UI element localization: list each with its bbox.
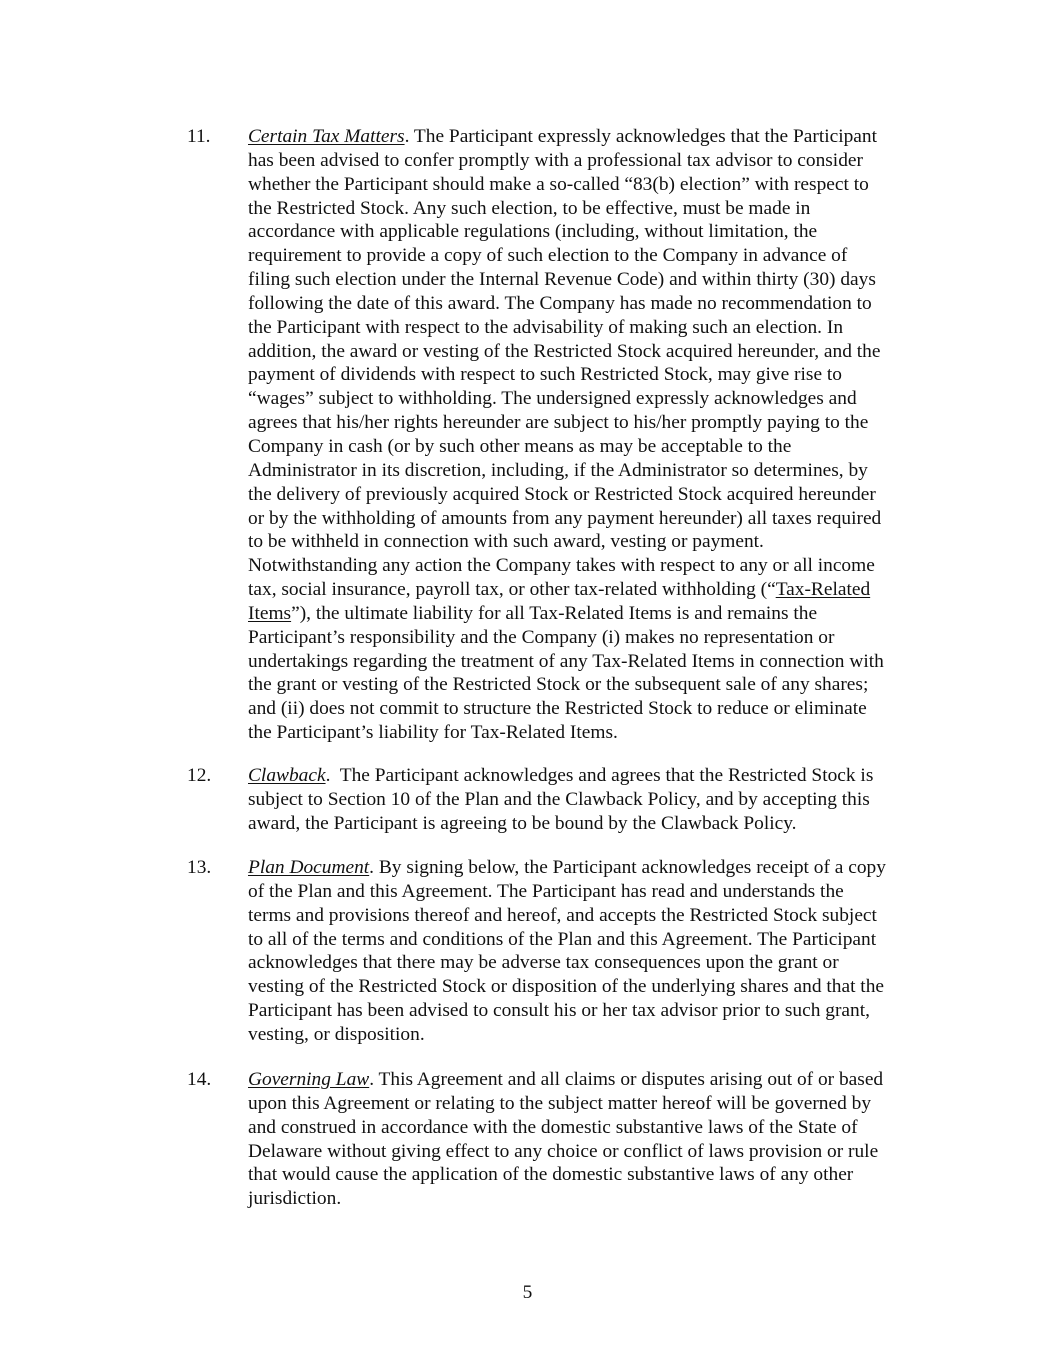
section-line: following the date of this award. The Company has made no recommendation to: [248, 292, 872, 314]
section-body: [248, 125, 932, 745]
section-line: award, the Participant is agreeing to be bound by the Clawback Policy.: [248, 812, 797, 834]
section-line: Certain Tax Matters. The Participant expressly acknowledges that the Participant: [248, 126, 877, 147]
section-line: the Participant’s liability for Tax-Related Items.: [248, 722, 618, 744]
section-number: 13.: [187, 857, 212, 878]
section-line: the delivery of previously acquired Stock or Restricted Stock acquired hereunder: [248, 483, 876, 505]
section-heading: Clawback: [248, 765, 326, 786]
section-line: upon this Agreement or relating to the subject matter hereof will be governed by: [248, 1092, 872, 1114]
section-line: filing such election under the Internal Revenue Code) and within thirty (30) days: [248, 269, 876, 291]
section-14: [187, 1068, 932, 1211]
section-number: 12.: [187, 765, 212, 786]
section-line: Delaware without giving effect to any choice or conflict of laws provision or rule: [248, 1140, 879, 1162]
section-line: and (ii) does not commit to structure the Restricted Stock to reduce or eliminate: [248, 698, 867, 720]
section-heading: Certain Tax Matters: [248, 126, 405, 147]
section-heading: Governing Law: [248, 1069, 370, 1090]
defined-term: Items: [248, 602, 292, 624]
section-body: [248, 764, 932, 836]
section-13: [187, 856, 932, 1047]
section-line: to all of the terms and conditions of the Plan and this Agreement. The Participant: [248, 928, 877, 950]
section-line: vesting of the Restricted Stock or disposition of the underlying shares and that the: [248, 976, 884, 998]
section-line: Clawback. The Participant acknowledges and agrees that the Restricted Stock is: [248, 765, 874, 786]
section-line: of the Plan and this Agreement. The Participant has read and understands the: [248, 880, 844, 902]
section-line: the grant or vesting of the Restricted Stock or the subsequent sale of any shares;: [248, 674, 869, 696]
section-body: [248, 856, 932, 1047]
section-line: payment of dividends with respect to such Restricted Stock, may give rise to: [248, 364, 842, 386]
section-line: undertakings regarding the treatment of any Tax-Related Items in connection with: [248, 650, 884, 672]
section-line: acknowledges that there may be adverse tax consequences upon the grant or: [248, 952, 839, 974]
section-line: accordance with applicable regulations (including, without limitation, the: [248, 221, 818, 243]
section-line: the Restricted Stock. Any such election, to be effective, must be made in: [248, 197, 811, 219]
section-line: to be withheld in connection with such award, vesting or payment.: [248, 531, 764, 553]
section-number: 14.: [187, 1069, 212, 1090]
section-line: vesting, or disposition.: [248, 1023, 425, 1045]
section-line: addition, the award or vesting of the Restricted Stock acquired hereunder, and the: [248, 340, 881, 362]
section-body: [248, 1068, 932, 1211]
section-line: whether the Participant should make a so-called “83(b) election” with respect to: [248, 173, 869, 195]
section-number: 11.: [187, 126, 211, 147]
section-12: [187, 764, 932, 836]
section-line: has been advised to confer promptly with a professional tax advisor to consider: [248, 149, 863, 171]
section-line: requirement to provide a copy of such election to the Company in advance of: [248, 245, 848, 267]
section-line: subject to Section 10 of the Plan and the Clawback Policy, and by accepting this: [248, 788, 870, 810]
section-line: and construed in accordance with the domestic substantive laws of the State of: [248, 1116, 858, 1138]
section-line: Administrator in its discretion, including, if the Administrator so determines, by: [248, 459, 868, 481]
section-line: tax, social insurance, payroll tax, or other tax-related withholding (“Tax-Related: [248, 579, 871, 601]
section-line: agrees that his/her rights hereunder are subject to his/her promptly paying to the: [248, 412, 869, 434]
defined-term: Tax-Related: [775, 579, 871, 601]
section-line: terms and provisions thereof and hereof, and accepts the Restricted Stock subject: [248, 904, 877, 926]
section-line: Items”), the ultimate liability for all Tax-Related Items is and remains the: [248, 602, 818, 624]
section-line: Notwithstanding any action the Company takes with respect to any or all income: [248, 555, 875, 577]
page-number: 5: [522, 1282, 533, 1303]
section-line: that would cause the application of the domestic substantive laws of any other: [248, 1164, 854, 1186]
section-line: or by the withholding of amounts from any payment hereunder) all taxes required: [248, 507, 882, 529]
section-heading: Plan Document: [248, 857, 370, 878]
section-line: Plan Document. By signing below, the Participant acknowledges receipt of a copy: [248, 857, 886, 878]
section-line: the Participant with respect to the advisability of making such an election. In: [248, 316, 844, 338]
section-line: Participant has been advised to consult his or her tax advisor prior to such grant,: [248, 1000, 870, 1022]
section-line: “wages” subject to withholding. The undersigned expressly acknowledges and: [248, 388, 857, 410]
section-line: jurisdiction.: [248, 1188, 342, 1210]
section-line: Governing Law. This Agreement and all claims or disputes arising out of or based: [248, 1069, 884, 1090]
section-11: [187, 125, 932, 745]
section-line: Participant’s responsibility and the Company (i) makes no representation or: [248, 626, 835, 648]
section-line: Company in cash (or by such other means as may be acceptable to the: [248, 435, 792, 457]
